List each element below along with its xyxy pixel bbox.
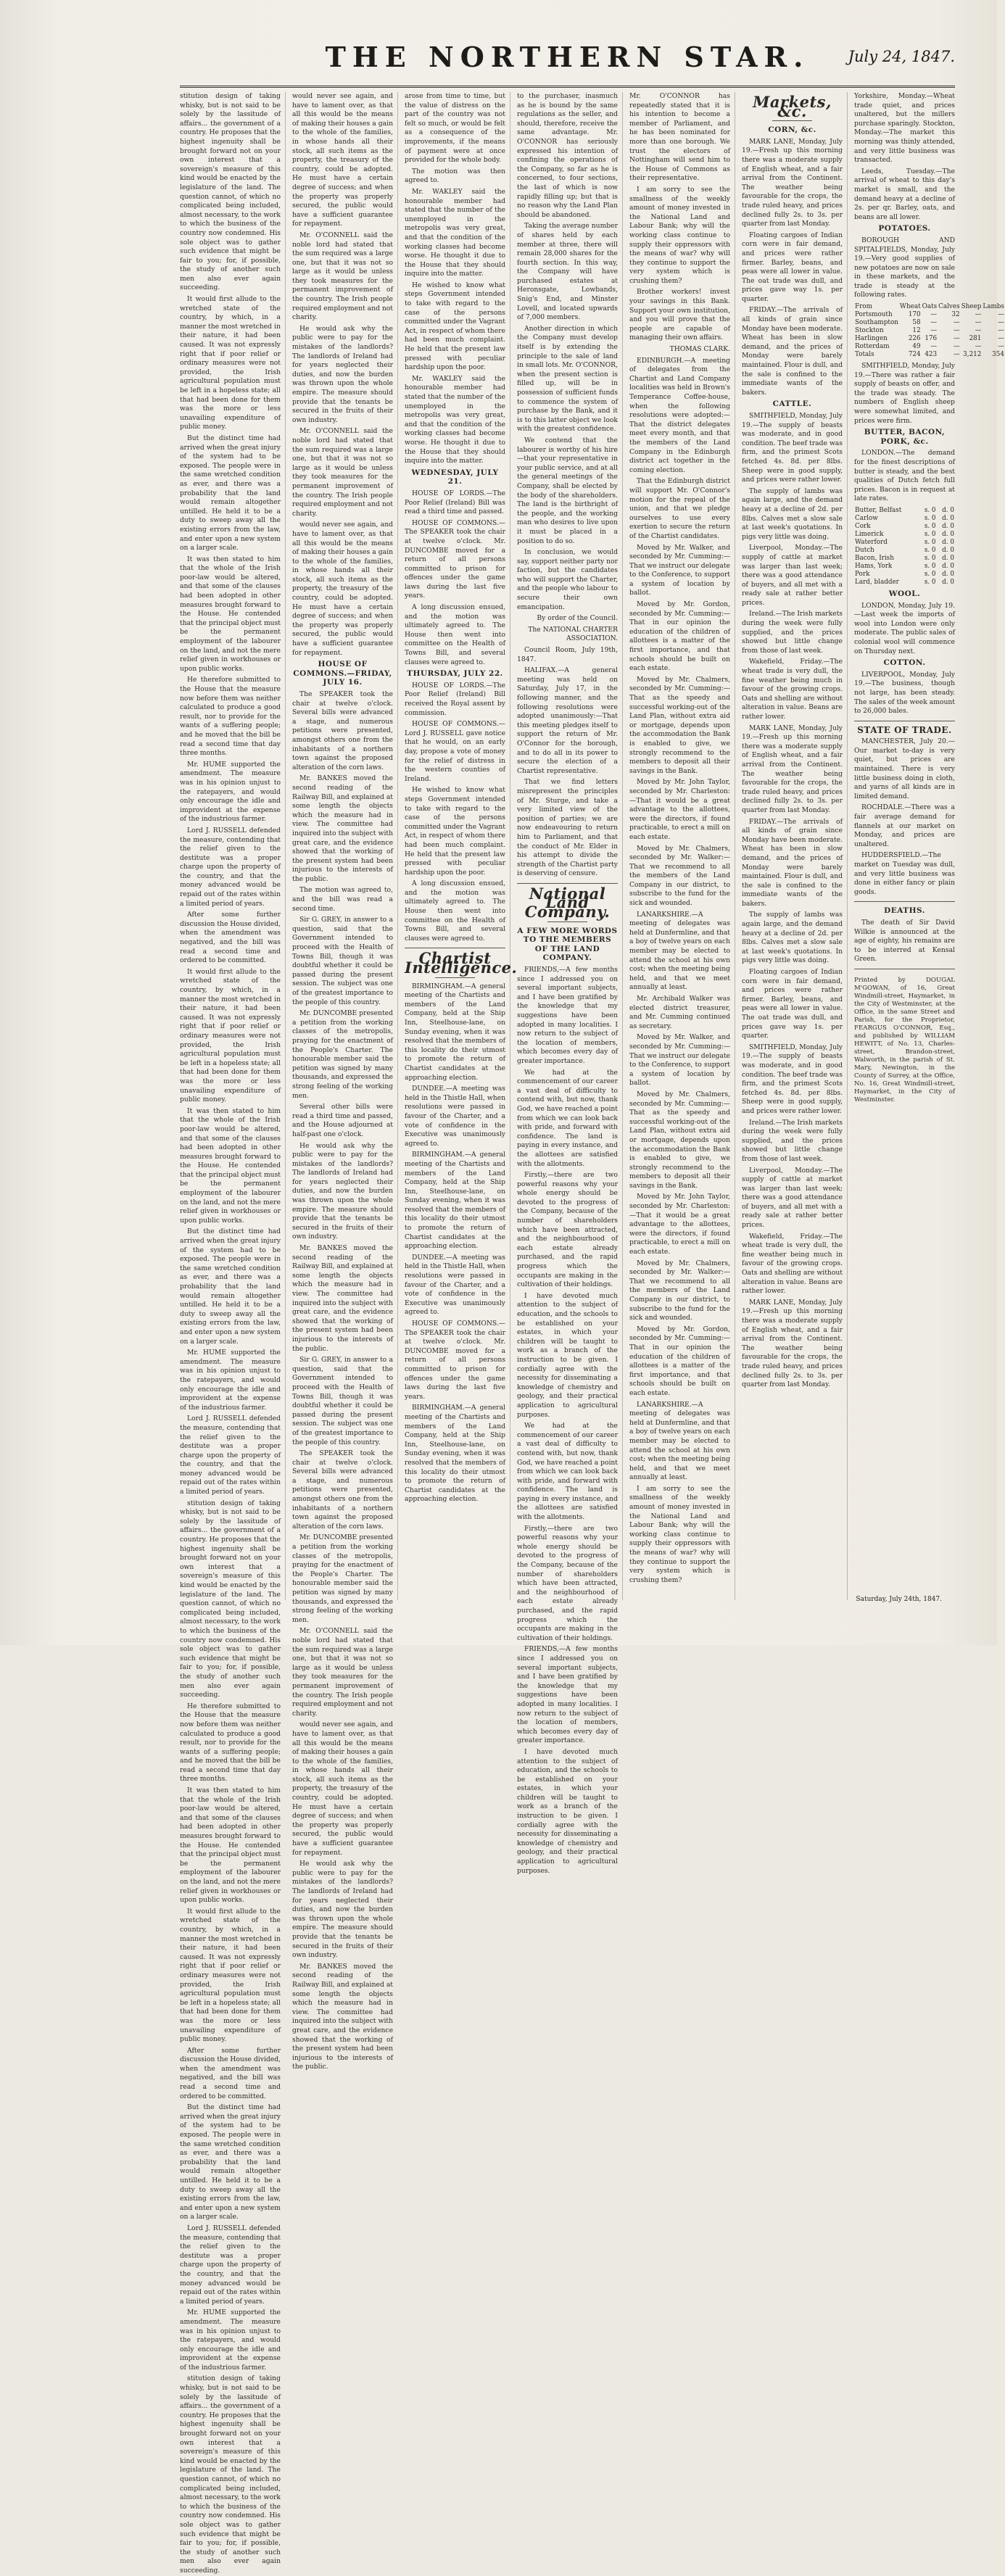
table-cell: Lard, bladder bbox=[855, 578, 899, 586]
signature: Council Room, July 19th, 1847. bbox=[517, 646, 618, 663]
paragraph: He therefore submitted to the House that the measure now before them was neither calculated to produce a good result, nor to provide for the wants of a suffering people; and he moved that the bill be read a second time that day three months. bbox=[180, 676, 281, 758]
paragraph: Brother workers! invest your savings in this Bank. Support your own institution, and you will prove that the people are capable of managing their own affairs. bbox=[629, 288, 730, 342]
section-subhead: COTTON. bbox=[883, 658, 926, 668]
paragraph: Moved by Mr. Chalmers, seconded by Mr. Cumming:—That as the speedy and successful working-out of the Land Plan, without extra aid or mortgage, depends upon the accommodation the Bank is enabled to give, we strongly recommend to the members to deposit all their savings in the Bank. bbox=[629, 1090, 730, 1190]
table-row bbox=[854, 343, 1005, 351]
table-cell: — bbox=[930, 343, 938, 351]
table-cell: — bbox=[975, 343, 982, 351]
table-cell: 354 bbox=[992, 351, 1004, 359]
table-cell: 226 bbox=[908, 335, 921, 343]
paragraph: Moved by Mr. John Taylor, seconded by Mr. Charleston:—That it would be a great advantage to the allottees, were the directors, if found practicable, to erect a mill on each estate. bbox=[629, 1193, 730, 1256]
table-cell: — bbox=[953, 351, 960, 359]
chartist-intelligence-heading: Chartist Intelligence. bbox=[405, 949, 518, 977]
paragraph: FRIDAY.—The arrivals of all kinds of grain since Monday have been moderate. Wheat has been in slow demand, and the prices of Monday were barely maintained. Flour is dull, and the sale is confined to the immediate wants of the bakers. bbox=[742, 306, 843, 397]
table-cell: — bbox=[930, 319, 938, 327]
paragraph: Ireland.—The Irish markets during the week were fully supplied, and the prices showed but little change from those of last week. bbox=[742, 610, 843, 655]
table-header-cell: Oats bbox=[922, 303, 938, 311]
paragraph: BIRMINGHAM.—A general meeting of the Chartists and members of the Land Company, held at the Ship Inn, Steelhouse-lane, on Sunday evening, when it was resolved that the members of this locality do their utmost to promote the return of Chartist candidates at the approaching election. bbox=[405, 982, 505, 1082]
table-row bbox=[854, 351, 1005, 359]
table-cell: Pork bbox=[855, 570, 870, 578]
table-cell: d. 0 bbox=[942, 546, 954, 554]
paragraph: Liverpool, Monday.—The supply of cattle at market was larger than last week; there was a good attendance of buyers, and all met with a ready sale at rather better prices. bbox=[742, 1166, 843, 1230]
column-6 bbox=[742, 92, 848, 1600]
paragraph: That we find letters misrepresent the principles of Mr. Sturge, and take a very limited view of the position of parties; we are now endeavouring to return him to Parliament, and that the conduct of Mr. Elder in his attempt to divide the strength of the Chartist party is deserving of censure. bbox=[517, 778, 618, 878]
paragraph: stitution design of taking whisky, but is not said to be solely by the lassitude of affairs... the government of a country. He proposes that the highest ingenuity shall be brought forward not on your own interest that a sovereign's measure of this kind would be enacted by the legislature of the land. The question cannot, of which no complicated being included, almost necessary, to the work to which the business of the country now condemned. His sole object was to gather such evidence that might be fair to you; for, if possible, the study of another such men also ever again succeeding. bbox=[180, 1499, 281, 1699]
table-cell: 32 bbox=[951, 311, 960, 319]
paragraph: Wakefield, Friday.—The wheat trade is very dull, the fine weather being much in favour of the growing crops. Oats and shelling are without alteration in value. Beans are rather lower. bbox=[742, 1232, 843, 1296]
divider bbox=[517, 883, 618, 884]
paragraph: HUDDERSFIELD.—The market on Tuesday was dull, and very little business was done in either fancy or plain goods. bbox=[854, 851, 955, 896]
table-cell: d. 0 bbox=[942, 570, 954, 578]
table-row bbox=[854, 335, 1005, 343]
table-cell: Southampton bbox=[855, 319, 898, 327]
paragraph: SMITHFIELD, Monday, July 19.—There was rather a fair supply of beasts on offer, and the trade was steady. The numbers of English sheep were somewhat limited, and prices were firm. bbox=[854, 362, 955, 425]
paragraph: He would ask why the public were to pay for the mistakes of the landlords? The landlords of Ireland had for years neglected their duties, and now the burden was thrown upon the whole empire. The measure should provide that the tenants be secured in the fruits of their own industry. bbox=[292, 1860, 393, 1960]
table-cell: — bbox=[975, 311, 982, 319]
section-subhead: STATE OF TRADE. bbox=[857, 724, 952, 735]
paragraph: DUNDEE.—A meeting was held in the Thistle Hall, when resolutions were passed in favour of the Charter, and a vote of confidence in the Executive was unanimously agreed to. bbox=[405, 1085, 505, 1148]
paragraph: LANARKSHIRE.—A meeting of delegates was held at Dunfermline, and that a boy of twelve years on each member may be elected to attend the school at his own cost; when the meeting being held, and that we meet annually at least. bbox=[629, 910, 730, 992]
paragraph: LIVERPOOL, Monday, July 19.—The business, though not large, has been steady. The sales of the week amount to 26,000 bales. bbox=[854, 670, 955, 716]
table-cell: Dutch bbox=[855, 546, 874, 554]
table-row bbox=[854, 523, 955, 531]
paragraph: The motion was then agreed to. bbox=[405, 167, 505, 185]
table-cell: — bbox=[953, 327, 960, 335]
table-cell: — bbox=[998, 343, 1004, 351]
paragraph: FRIDAY.—The arrivals of all kinds of grain since Monday have been moderate. Wheat has been in slow demand, and the prices of Monday were barely maintained. Flour is dull, and the sale is confined to the immediate wants of the bakers. bbox=[742, 817, 843, 908]
masthead bbox=[180, 0, 955, 88]
table-header-cell: Sheep bbox=[961, 303, 982, 311]
table-cell: 281 bbox=[969, 335, 982, 343]
paragraph: DUNDEE.—A meeting was held in the Thistle Hall, when resolutions were passed in favour of the Charter, and a vote of confidence in the Executive was unanimously agreed to. bbox=[405, 1253, 505, 1317]
paragraph: He would ask why the public were to pay for the mistakes of the landlords? The landlords of Ireland had for years neglected their duties, and now the burden was thrown upon the whole empire. The measure should provide that the tenants be secured in the fruits of their own industry. bbox=[292, 324, 393, 424]
paragraph: ROCHDALE.—There was a fair average demand for flannels at our market on Monday, and prices are unaltered. bbox=[854, 803, 955, 848]
signature: By order of the Council. bbox=[537, 614, 618, 623]
table-row bbox=[854, 515, 955, 523]
paragraph: Mr. BANKES moved the second reading of the Railway Bill, and explained at some length the objects which the measure had in view. The committee had inquired into the subject with great care, and the evidence showed that the working of the present system had been injurious to the interests of the public. bbox=[292, 774, 393, 883]
paragraph: Sir G. GREY, in answer to a question, said that the Government intended to proceed with the Health of Towns Bill, though it was doubtful whether it could be passed during the present session. The subject was one of the greatest importance to the people of this country. bbox=[292, 916, 393, 1006]
paragraph: would never see again, and have to lament over, as that all this would be the means of making their houses a gain to the whole of the families, in whose hands all their stock, all such items as the property, the treasury of the country, could be adopted. He must have a certain degree of success; and when the property was properly secured, the public would have a sufficient guarantee for repayment. bbox=[292, 1720, 393, 1857]
paragraph: I have devoted much attention to the subject of education, and the schools to be established on your estates, in which your children will be taught to work as a branch of the instruction to be given. I cordially agree with the necessity for disseminating a knowledge of chemistry and geology, and their practical application to agricultural purposes. bbox=[517, 1747, 618, 1875]
paragraph: Firstly,—there are two powerful reasons why your whole energy should be devoted to the progress of the Company, because of the number of shareholders which have been attracted, and the neighbourhood of each estate already purchased, and the rapid progress which the occupants are making in the cultivation of their holdings. bbox=[517, 1524, 618, 1642]
paragraph: Moved by Mr. John Taylor, seconded by Mr. Charleston:—That it would be a great advantage to the allottees, were the directors, if found practicable, to erect a mill on each estate. bbox=[629, 778, 730, 841]
table-cell: 58 bbox=[912, 319, 921, 327]
paragraph: Moved by Mr. Chalmers, seconded by Mr. Cumming:—That as the speedy and successful working-out of the Land Plan, without extra aid or mortgage, depends upon the accommodation the Bank is enabled to give, we strongly recommend to the members to deposit all their savings in the Bank. bbox=[629, 675, 730, 775]
printer-imprint: Printed by DOUGAL M'GOWAN, of 16, Great Windmill-street, Haymarket, in the City of Westminster, at the Office, in the same Street and Parish, for the Proprietor, FEARGUS O'CONNOR, Esq., and published by WILLIAM HEWITT, of No. 13, Charles-street, Brandon-street, Walworth, in the parish of St. Mary, Newington, in the County of Surrey, at the Office, No. 16, Great Windmill-street, Haymarket, in the City of Westminster. bbox=[854, 976, 955, 1103]
paragraph: Lord J. RUSSELL defended the measure, contending that the relief given to the destitute was a proper charge upon the property of the country, and that the money advanced would be repaid out of the rates within a limited period of years. bbox=[180, 1415, 281, 1496]
table-cell: 49 bbox=[912, 343, 921, 351]
table-row bbox=[854, 507, 955, 515]
table-cell: Limerick bbox=[855, 530, 884, 538]
table-cell: 170 bbox=[908, 311, 921, 319]
table-header-cell: Lambs bbox=[983, 303, 1004, 311]
table-cell: Portsmouth bbox=[855, 311, 893, 319]
paragraph: Taking the average number of shares held by each member at three, there will remain 28,000 shares for the fourth section. In this way, the Company will have purchased estates at Heronsgate, Lowbands, Snig's End, and Minster Lovell, and located upwards of 7,000 members. bbox=[517, 222, 618, 322]
table-cell: Carlow bbox=[855, 514, 878, 522]
paragraph: HOUSE OF COMMONS.—The SPEAKER took the chair at twelve o'clock. Mr. DUNCOMBE moved for a return of all persons committed to prison for offences under the game laws during the last five years. bbox=[405, 1320, 505, 1401]
paragraph: Moved by Mr. Gordon, seconded by Mr. Cumming:—That in our opinion the education of the children of allottees is a matter of the first importance, and that schools should be built on each estate. bbox=[629, 1325, 730, 1397]
markets-heading: Markets, &c. bbox=[753, 93, 832, 120]
paragraph: Lord J. RUSSELL defended the measure, contending that the relief given to the destitute was a proper charge upon the property of the country, and that the money advanced would be repaid out of the rates within a limited period of years. bbox=[180, 2224, 281, 2306]
section-subhead: CATTLE. bbox=[772, 399, 812, 409]
divider bbox=[435, 977, 476, 978]
section-subhead: CORN, &c. bbox=[768, 125, 816, 135]
butter-prices-table bbox=[854, 507, 955, 587]
paragraph: Mr. HUME supported the amendment. The measure was in his opinion unjust to the ratepayers, and would only encourage the idle and improvident at the expense of the industrious farmer. bbox=[180, 1349, 281, 1412]
table-cell: — bbox=[930, 311, 938, 319]
table-row bbox=[854, 571, 955, 579]
table-cell: s. 0 bbox=[924, 570, 936, 578]
table-cell: d. 0 bbox=[942, 530, 954, 538]
table-cell: s. 0 bbox=[924, 514, 936, 522]
table-header-cell: Wheat bbox=[899, 303, 921, 311]
table-cell: s. 0 bbox=[924, 530, 936, 538]
table-cell: Butter, Belfast bbox=[855, 506, 902, 514]
paragraph: We had at the commencement of our career a vast deal of difficulty to contend with, but now, thank God, we have reached a point from which we can look back with pride, and forward with confidence. The land is paying in every instance, and the allottees are satisfied with the allotments. bbox=[517, 1422, 618, 1522]
paragraph: Mr. DUNCOMBE presented a petition from the working classes of the metropolis, praying for the enactment of the People's Charter. The honourable member said the petition was signed by many thousands, and expressed the strong feeling of the working men. bbox=[292, 1533, 393, 1624]
table-cell: 724 bbox=[908, 351, 921, 359]
section-subhead: WOOL. bbox=[888, 589, 921, 598]
paragraph: Ireland.—The Irish markets during the week were fully supplied, and the prices showed but little change from those of last week. bbox=[742, 1118, 843, 1163]
paragraph: HOUSE OF LORDS.—The Poor Relief (Ireland) Bill was read a third time and passed. bbox=[405, 489, 505, 516]
table-cell: Stockton bbox=[855, 327, 884, 335]
table-cell: d. 0 bbox=[942, 514, 954, 522]
paragraph: SMITHFIELD, Monday, July 19.—The supply of beasts was moderate, and in good condition. The beef trade was firm, and the primest Scots fetched 4s. 8d. per 8lbs. Sheep were in good supply, and prices were rather lower. bbox=[742, 1043, 843, 1115]
paragraph: We contend that the labourer is worthy of his hire—that your representative in your public service, and at all the general meetings of the Company, shall be elected by the body of the shareholders. The land is the birthright of the people, and the working man who desires to live upon it must be placed in a position to do so. bbox=[517, 436, 618, 545]
paragraph: Moved by Mr. Walker, and seconded by Mr. Cumming:—That we instruct our delegate to the Conference, to support a system of location by ballot. bbox=[629, 1033, 730, 1088]
paragraph: Moved by Mr. Walker, and seconded by Mr. Cumming:—That we instruct our delegate to the Conference, to support a system of location by ballot. bbox=[629, 543, 730, 597]
paragraph: LONDON.—The demand for the finest descriptions of butter is steady, and the best qualities of Dutch fetch full prices. Bacon is in request at late rates. bbox=[854, 449, 955, 503]
paragraph: The death of Sir David Wilkie is announced at the age of eighty, his remains are to be interred at Kensal Green. bbox=[854, 918, 955, 964]
table-cell: Rotterdam bbox=[855, 343, 890, 351]
table-cell: d. 0 bbox=[942, 578, 954, 586]
paragraph: HOUSE OF COMMONS.—Lord J. RUSSELL gave notice that he would, on an early day, propose a vote of money for the relief of distress in the western counties of Ireland. bbox=[405, 720, 505, 783]
table-cell: — bbox=[930, 327, 938, 335]
table-cell: — bbox=[953, 319, 960, 327]
paragraph: FRIENDS,—A few months since I addressed you on several important subjects, and I have been gratified by the knowledge that my suggestions have been adopted in many localities. I now return to the subject of the location of members, which becomes every day of greater importance. bbox=[517, 966, 618, 1065]
paragraph: It would first allude to the wretched state of the country, by which, in a manner the most wretched in their nature, it had been caused. It was not expressly right that if poor relief or ordinary measures were not provided, the Irish agricultural population must be left in a hopeless state; all that had been done for them was the more or less unavailing expenditure of public money. bbox=[180, 967, 281, 1104]
table-cell: 3,212 bbox=[963, 351, 982, 359]
paragraph: to the purchaser, inasmuch as he is bound by the same regulations as the seller, and should, therefore, receive the same advantage. Mr. O'CONNOR has seriously expressed his intention of confining the operations of the Company, so far as he is concerned, to four sections, the last of which is now rapidly filling up; but that is no reason why the Land Plan should be abandoned. bbox=[517, 92, 618, 219]
paragraph: would never see again, and have to lament over, as that all this would be the means of making their houses a gain to the whole of the families, in whose hands all their stock, all such items as the property, the treasury of the country, could be adopted. He must have a certain degree of success; and when the property was properly secured, the public would have a sufficient guarantee for repayment. bbox=[292, 521, 393, 657]
paragraph: Mr. O'CONNOR has repeatedly stated that it is his intention to become a member of Parliament, and he has been nominated for more than one borough. We trust the electors of Nottingham will send him to the House of Commons as their representative. bbox=[629, 92, 730, 183]
paragraph: LANARKSHIRE.—A meeting of delegates was held at Dunfermline, and that a boy of twelve years on each member may be elected to attend the school at his own cost; when the meeting being held, and that we meet annually at least. bbox=[629, 1400, 730, 1482]
table-cell: — bbox=[998, 327, 1004, 335]
paragraph: HALIFAX.—A general meeting was held on Saturday, July 17, in the following manner, and the following resolutions were adopted unanimously:—That this meeting pledges itself to support the return of Mr. O'Connor for the borough, and to do all in its power to secure the election of a Chartist representative. bbox=[517, 666, 618, 775]
paragraph: Mr. WAKLEY said the honourable member had stated that the number of the unemployed in the metropolis was very great, and that the condition of the working classes had become worse. He thought it due to the House that they should inquire into the matter. bbox=[405, 374, 505, 465]
table-row bbox=[854, 555, 955, 563]
paragraph: After some further discussion the House divided, when the amendment was negatived, and the bill was read a second time and ordered to be committed. bbox=[180, 2046, 281, 2100]
paragraph: HOUSE OF COMMONS.—The SPEAKER took the chair at twelve o'clock. Mr. DUNCOMBE moved for a return of all persons committed to prison for offences under the game laws during the last five years. bbox=[405, 518, 505, 600]
paragraph: The motion was agreed to, and the bill was read a second time. bbox=[292, 886, 393, 913]
paragraph: stitution design of taking whisky, but is not said to be solely by the lassitude of affairs... the government of a country. He proposes that the highest ingenuity shall be brought forward not on your own interest that a sovereign's measure of this kind would be enacted by the legislature of the land. The question cannot, of which no complicated being included, almost necessary, to the work to which the business of the country now condemned. His sole object was to gather such evidence that might be fair to you; for, if possible, the study of another such men also ever again succeeding. bbox=[180, 92, 281, 292]
table-cell: s. 0 bbox=[924, 546, 936, 554]
table-cell: Totals bbox=[855, 351, 874, 359]
table-cell: d. 0 bbox=[942, 506, 954, 514]
table-cell: — bbox=[953, 335, 960, 343]
table-header-cell: Calves bbox=[938, 303, 960, 311]
table-row bbox=[854, 327, 1005, 335]
paragraph: Mr. O'CONNELL said the noble lord had stated that the sum required was a large one, but that it was not so large as it would be unless they took measures for the permanent improvement of the country. The Irish people required employment and not charity. bbox=[292, 427, 393, 518]
paragraph: In conclusion, we would say, support neither party nor faction, but the candidates who will support the Charter, and the people who labour to secure their own emancipation. bbox=[517, 548, 618, 611]
paragraph: Mr. HUME supported the amendment. The measure was in his opinion unjust to the ratepayers, and would only encourage the idle and improvident at the expense of the industrious farmer. bbox=[180, 2308, 281, 2372]
paragraph: Liverpool, Monday.—The supply of cattle at market was larger than last week; there was a good attendance of buyers, and all met with a ready sale at rather better prices. bbox=[742, 544, 843, 607]
paragraph: Moved by Mr. Chalmers, seconded by Mr. Walker:—That we recommend to all the members of the Land Company in our district, to subscribe to the fund for the sick and wounded. bbox=[629, 1259, 730, 1322]
paragraph: Leeds, Tuesday.—The arrival of wheat to this day's market is small, and the demand heavy at a decline of 2s. per qr. Barley, oats, and beans are all lower. bbox=[854, 167, 955, 221]
table-row bbox=[854, 319, 1005, 327]
section-subhead: WEDNESDAY, JULY 21. bbox=[411, 468, 499, 486]
paragraph: Mr. BANKES moved the second reading of the Railway Bill, and explained at some length the objects which the measure had in view. The committee had inquired into the subject with great care, and the evidence showed that the working of the present system had been injurious to the interests of the public. bbox=[292, 1244, 393, 1353]
paragraph: Mr. BANKES moved the second reading of the Railway Bill, and explained at some length the objects which the measure had in view. The committee had inquired into the subject with great care, and the evidence showed that the working of the present system had been injurious to the interests of the public. bbox=[292, 1962, 393, 2071]
table-row bbox=[854, 563, 955, 571]
column-1 bbox=[180, 92, 286, 2575]
table-cell: 176 bbox=[925, 335, 938, 343]
newspaper-title: THE NORTHERN STAR. bbox=[325, 41, 810, 73]
table-row bbox=[854, 539, 955, 547]
table-cell: — bbox=[953, 343, 960, 351]
paragraph: It was then stated to him that the whole of the Irish poor-law would be altered, and that some of the clauses had been adopted in other measures brought forward to the House. He contended that the principal object must be the permanent employment of the labourer on the land, and not the mere relief given in workhouses or upon public works. bbox=[180, 1786, 281, 1905]
table-cell: — bbox=[975, 327, 982, 335]
paragraph: I am sorry to see the smallness of the weekly amount of money invested in the National Land and Labour Bank; why will the working class continue to supply their oppressors with the means of war? why will they continue to support the very system which is crushing them? bbox=[629, 1484, 730, 1584]
paragraph: HOUSE OF LORDS.—The Poor Relief (Ireland) Bill received the Royal assent by commission. bbox=[405, 681, 505, 717]
table-cell: s. 0 bbox=[924, 538, 936, 546]
paragraph: The SPEAKER took the chair at twelve o'clock. Several bills were advanced a stage, and numerous petitions were presented, amongst others one from the inhabitants of a northern town against the proposed alteration of the corn laws. bbox=[292, 690, 393, 771]
table-cell: Cork bbox=[855, 522, 871, 530]
table-row bbox=[854, 579, 955, 587]
table-cell: s. 0 bbox=[924, 522, 936, 530]
paragraph: Sir G. GREY, in answer to a question, said that the Government intended to proceed with the Health of Towns Bill, though it was doubtful whether it could be passed during the present session. The subject was one of the greatest importance to the people of this country. bbox=[292, 1356, 393, 1446]
paragraph: Mr. O'CONNELL said the noble lord had stated that the sum required was a large one, but that it was not so large as it would be unless they took measures for the permanent improvement of the country. The Irish people required employment and not charity. bbox=[292, 1627, 393, 1718]
divider bbox=[854, 901, 955, 902]
table-cell: Harlingen bbox=[855, 335, 888, 343]
paragraph: It was then stated to him that the whole of the Irish poor-law would be altered, and that some of the clauses had been adopted in other measures brought forward to the House. He contended that the principal object must be the permanent employment of the labourer on the land, and not the mere relief given in workhouses or upon public works. bbox=[180, 1106, 281, 1225]
column-4 bbox=[517, 92, 623, 1875]
table-cell: Hams, York bbox=[855, 562, 893, 570]
paragraph: He therefore submitted to the House that the measure now before them was neither calculated to produce a good result, nor to provide for the wants of a suffering people; and he moved that the bill be read a second time that day three months. bbox=[180, 1702, 281, 1784]
signature: The NATIONAL CHARTER ASSOCIATION. bbox=[528, 625, 618, 643]
table-cell: 12 bbox=[912, 327, 921, 335]
table-cell: Bacon, Irish bbox=[855, 554, 894, 562]
paragraph: A long discussion ensued, and the motion was ultimately agreed to. The House then went into committee on the Health of Towns Bill, and several clauses were agreed to. bbox=[405, 603, 505, 666]
section-subhead: A FEW MORE WORDS TO THE MEMBERS OF THE LAND COMPANY. bbox=[517, 926, 618, 963]
paragraph: We had at the commencement of our career a vast deal of difficulty to contend with, but now, thank God, we have reached a point from which we can look back with pride, and forward with confidence. The land is paying in every instance, and the allottees are satisfied with the allotments. bbox=[517, 1068, 618, 1168]
paragraph: Mr. HUME supported the amendment. The measure was in his opinion unjust to the ratepayers, and would only encourage the idle and improvident at the expense of the industrious farmer. bbox=[180, 760, 281, 824]
paragraph: A long discussion ensued, and the motion was ultimately agreed to. The House then went into committee on the Health of Towns Bill, and several clauses were agreed to. bbox=[405, 879, 505, 943]
paragraph: It would first allude to the wretched state of the country, by which, in a manner the most wretched in their nature, it had been caused. It was not expressly right that if poor relief or ordinary measures were not provided, the Irish agricultural population must be left in a hopeless state; all that had been done for them was the more or less unavailing expenditure of public money. bbox=[180, 295, 281, 431]
paragraph: MARK LANE, Monday, July 19.—Fresh up this morning there was a moderate supply of English wheat, and a fair arrival from the Continent. The weather being favourable for the crops, the trade ruled heavy, and prices declined fully 2s. to 3s. per quarter from last Monday. bbox=[742, 1298, 843, 1389]
paragraph: MARK LANE, Monday, July 19.—Fresh up this morning there was a moderate supply of English wheat, and a fair arrival from the Continent. The weather being favourable for the crops, the trade ruled heavy, and prices declined fully 2s. to 3s. per quarter from last Monday. bbox=[742, 137, 843, 228]
paragraph: Several other bills were read a third time and passed, and the House adjourned at half-past one o'clock. bbox=[292, 1103, 393, 1138]
paragraph: It was then stated to him that the whole of the Irish poor-law would be altered, and that some of the clauses had been adopted in other measures brought forward to the House. He contended that the principal object must be the permanent employment of the labourer on the land, and not the mere relief given in workhouses or upon public works. bbox=[180, 555, 281, 673]
paragraph: I have devoted much attention to the subject of education, and the schools to be established on your estates, in which your children will be taught to work as a branch of the instruction to be given. I cordially agree with the necessity for disseminating a knowledge of chemistry and geology, and their practical application to agricultural purposes. bbox=[517, 1291, 618, 1419]
table-cell: — bbox=[998, 335, 1004, 343]
paragraph: BIRMINGHAM.—A general meeting of the Chartists and members of the Land Company, held at the Ship Inn, Steelhouse-lane, on Sunday evening, when it was resolved that the members of this locality do their utmost to promote the return of Chartist candidates at the approaching election. bbox=[405, 1404, 505, 1504]
table-row bbox=[854, 531, 955, 539]
paragraph: MANCHESTER, July 20.—Our market to-day is very quiet, but prices are maintained. There is very little business doing in cloth, and yarns of all kinds are in limited demand. bbox=[854, 737, 955, 800]
column-5 bbox=[629, 92, 735, 1600]
table-row bbox=[854, 547, 955, 555]
table-cell: d. 0 bbox=[942, 522, 954, 530]
paragraph: Mr. WAKLEY said the honourable member had stated that the number of the unemployed in the metropolis was very great, and that the condition of the working classes had become worse. He thought it due to the House that they should inquire into the matter. bbox=[405, 187, 505, 278]
table-row bbox=[854, 311, 1005, 319]
paragraph: Floating cargoes of Indian corn were in fair demand, and prices were rather firmer. Barley, beans, and peas were all lower in value. The oat trade was dull, and prices gave way 1s. per quarter. bbox=[742, 231, 843, 303]
table-cell: s. 0 bbox=[924, 506, 936, 514]
paragraph: He wished to know what steps Government intended to take with regard to the case of the persons committed under the Vagrant Act, in respect of whom there had been much complaint. He held that the present law pressed with peculiar hardship upon the poor. bbox=[405, 786, 505, 877]
paragraph: The supply of lambs was again large, and the demand heavy at a decline of 2d. per 8lbs. Calves met a slow sale at last week's quotations. In pigs very little was doing. bbox=[742, 911, 843, 965]
paragraph: Moved by Mr. Chalmers, seconded by Mr. Walker:—That we recommend to all the members of the Land Company in our district, to subscribe to the fund for the sick and wounded. bbox=[629, 844, 730, 908]
paragraph: EDINBURGH.—A meeting of delegates from the Chartist and Land Company localities was held in Brown's Temperance Coffee-house, when the following resolutions were adopted:—That the district delegates meet every month, and that the members of the Land Company in the Edinburgh district act together in the coming election. bbox=[629, 356, 730, 474]
table-cell: — bbox=[975, 319, 982, 327]
divider bbox=[772, 120, 813, 121]
paragraph: Mr. O'CONNELL said the noble lord had stated that the sum required was a large one, but that it was not so large as it would be unless they took measures for the permanent improvement of the country. The Irish people required employment and not charity. bbox=[292, 231, 393, 322]
paragraph: BIRMINGHAM.—A general meeting of the Chartists and members of the Land Company, held at the Ship Inn, Steelhouse-lane, on Sunday evening, when it was resolved that the members of this locality do their utmost to promote the return of Chartist candidates at the approaching election. bbox=[405, 1151, 505, 1251]
section-subhead: THURSDAY, JULY 22. bbox=[407, 669, 503, 679]
column-7 bbox=[854, 92, 1004, 1600]
paragraph: FRIENDS,—A few months since I addressed you on several important subjects, and I have been gratified by the knowledge that my suggestions have been adopted in many localities. I now return to the subject of the location of members, which becomes every day of greater importance. bbox=[517, 1645, 618, 1745]
paragraph: would never see again, and have to lament over, as that all this would be the means of making their houses a gain to the whole of the families, in whose hands all their stock, all such items as the property, the treasury of the country, could be adopted. He must have a certain degree of success; and when the property was properly secured, the public would have a sufficient guarantee for repayment. bbox=[292, 92, 393, 228]
table-header-cell: From bbox=[855, 303, 872, 311]
paragraph: Moved by Mr. Gordon, seconded by Mr. Cumming:—That in our opinion the education of the children of allottees is a matter of the first importance, and that schools should be built on each estate. bbox=[629, 600, 730, 673]
paragraph: Yorkshire, Monday.—Wheat trade quiet, and prices unaltered, but the millers purchase sparingly. Stockton, Monday.—The market this morning was thinly attended, and very little business was transacted. bbox=[854, 92, 955, 165]
footer-date: Saturday, July 24th, 1847. bbox=[856, 1596, 942, 1603]
paragraph: I am sorry to see the smallness of the weekly amount of money invested in the National Land and Labour Bank; why will the working class continue to supply their oppressors with the means of war? why will they continue to support the very system which is crushing them? bbox=[629, 185, 730, 285]
paragraph: The SPEAKER took the chair at twelve o'clock. Several bills were advanced a stage, and numerous petitions were presented, amongst others one from the inhabitants of a northern town against the proposed alteration of the corn laws. bbox=[292, 1449, 393, 1531]
paragraph: SMITHFIELD, Monday, July 19.—The supply of beasts was moderate, and in good condition. The beef trade was firm, and the primest Scots fetched 4s. 8d. per 8lbs. Sheep were in good supply, and prices were rather lower. bbox=[742, 412, 843, 484]
paragraph: That the Edinburgh district will support Mr. O'Connor's motion for the repeal of the union, and that we pledge ourselves to use every exertion to secure the return of the Chartist candidates. bbox=[629, 477, 730, 540]
section-subhead: DEATHS. bbox=[884, 906, 925, 916]
paragraph: arose from time to time, but the value of distress on the part of the country was not felt so much, or would be felt as a consequence of the improvements, if the means of payment were at once provided for the whole body. bbox=[405, 92, 505, 165]
paragraph: But the distinct time had arrived when the great injury of the system had to be exposed. The people were in the same wretched condition as ever, and there was a probability that the land would remain altogether untilled. He held it to be a duty to sweep away all the existing errors from the law, and enter upon a new system on a larger scale. bbox=[180, 2103, 281, 2221]
paragraph: BOROUGH AND SPITALFIELDS, Monday, July 19.—Very good supplies of new potatoes are now on sale in these markets, and the trade is steady at the following rates. bbox=[854, 236, 955, 299]
table-cell: s. 0 bbox=[924, 562, 936, 570]
paragraph: Mr. DUNCOMBE presented a petition from the working classes of the metropolis, praying for the enactment of the People's Charter. The honourable member said the petition was signed by many thousands, and expressed the strong feeling of the working men. bbox=[292, 1009, 393, 1100]
table-header-row bbox=[854, 303, 1005, 311]
paragraph: Mr. Archibald Walker was elected district treasurer, and Mr. Cumming continued as secretary. bbox=[629, 995, 730, 1030]
table-cell: Waterford bbox=[855, 538, 888, 546]
paragraph: He wished to know what steps Government intended to take with regard to the case of the persons committed under the Vagrant Act, in respect of whom there had been much complaint. He held that the present law pressed with peculiar hardship upon the poor. bbox=[405, 281, 505, 372]
table-cell: s. 0 bbox=[924, 554, 936, 562]
paragraph: Wakefield, Friday.—The wheat trade is very dull, the fine weather being much in favour of the growing crops. Oats and shelling are without alteration in value. Beans are rather lower. bbox=[742, 658, 843, 721]
paragraph: stitution design of taking whisky, but is not said to be solely by the lassitude of affairs... the government of a country. He proposes that the highest ingenuity shall be brought forward not on your own interest that a sovereign's measure of this kind would be enacted by the legislature of the land. The question cannot, of which no complicated being included, almost necessary, to the work to which the business of the country now condemned. His sole object was to gather such evidence that might be fair to you; for, if possible, the study of another such men also ever again succeeding. bbox=[180, 2374, 281, 2575]
column-3 bbox=[405, 92, 518, 1600]
paragraph: Floating cargoes of Indian corn were in fair demand, and prices were rather firmer. Barley, beans, and peas were all lower in value. The oat trade was dull, and prices gave way 1s. per quarter. bbox=[742, 968, 843, 1040]
columns bbox=[180, 92, 1004, 2575]
section-subhead: POTATOES. bbox=[878, 224, 931, 233]
column-2 bbox=[292, 92, 398, 2071]
paragraph: It would first allude to the wretched state of the country, by which, in a manner the most wretched in their nature, it had been caused. It was not expressly right that if poor relief or ordinary measures were not provided, the Irish agricultural population must be left in a hopeless state; all that had been done for them was the more or less unavailing expenditure of public money. bbox=[180, 1907, 281, 2044]
national-land-company-heading: National Land Company. bbox=[524, 884, 611, 922]
table-cell: — bbox=[998, 319, 1004, 327]
signature: THOMAS CLARK. bbox=[669, 345, 730, 354]
table-cell: s. 0 bbox=[924, 578, 936, 586]
paragraph: LONDON, Monday, July 19.—Last week the imports of wool into London were only moderate. The public sales of colonial wool will commence on Thursday next. bbox=[854, 601, 955, 655]
paragraph: But the distinct time had arrived when the great injury of the system had to be exposed. The people were in the same wretched condition as ever, and there was a probability that the land would remain altogether untilled. He held it to be a duty to sweep away all the existing errors from the law, and enter upon a new system on a larger scale. bbox=[180, 434, 281, 552]
table-cell: d. 0 bbox=[942, 538, 954, 546]
paragraph: He would ask why the public were to pay for the mistakes of the landlords? The landlords of Ireland had for years neglected their duties, and now the burden was thrown upon the whole empire. The measure should provide that the tenants be secured in the fruits of their own industry. bbox=[292, 1141, 393, 1241]
issue-date: July 24, 1847. bbox=[848, 48, 955, 65]
paragraph: After some further discussion the House divided, when the amendment was negatived, and the bill was read a second time and ordered to be committed. bbox=[180, 911, 281, 965]
table-cell: d. 0 bbox=[942, 554, 954, 562]
paragraph: Lord J. RUSSELL defended the measure, contending that the relief given to the destitute was a proper charge upon the property of the country, and that the money advanced would be repaid out of the rates within a limited period of years. bbox=[180, 826, 281, 908]
table-cell: 423 bbox=[925, 351, 938, 359]
paragraph: Another direction in which the Company must develop itself is by extending the principle to the sale of land in small lots. Mr. O'CONNOR, when the present section is filled up, will be in possession of sufficient funds to commence the system of purchase by the Bank, and it is to this latter object we look with the greatest confidence. bbox=[517, 324, 618, 434]
imports-table bbox=[854, 303, 1005, 359]
paragraph: But the distinct time had arrived when the great injury of the system had to be exposed. The people were in the same wretched condition as ever, and there was a probability that the land would remain altogether untilled. He held it to be a duty to sweep away all the existing errors from the law, and enter upon a new system on a larger scale. bbox=[180, 1227, 281, 1346]
paragraph: MARK LANE, Monday, July 19.—Fresh up this morning there was a moderate supply of English wheat, and a fair arrival from the Continent. The weather being favourable for the crops, the trade ruled heavy, and prices declined fully 2s. to 3s. per quarter from last Monday. bbox=[742, 724, 843, 814]
section-subhead: HOUSE OF COMMONS.—FRIDAY, JULY 16. bbox=[293, 660, 392, 687]
table-cell: d. 0 bbox=[942, 562, 954, 570]
section-subhead: BUTTER, BACON, PORK, &c. bbox=[864, 428, 946, 446]
paragraph: Firstly,—there are two powerful reasons why your whole energy should be devoted to the progress of the Company, because of the number of shareholders which have been attracted, and the neighbourhood of each estate already purchased, and the rapid progress which the occupants are making in the cultivation of their holdings. bbox=[517, 1171, 618, 1289]
table-cell: — bbox=[998, 311, 1004, 319]
paragraph: The supply of lambs was again large, and the demand heavy at a decline of 2d. per 8lbs. Calves met a slow sale at last week's quotations. In pigs very little was doing. bbox=[742, 486, 843, 541]
